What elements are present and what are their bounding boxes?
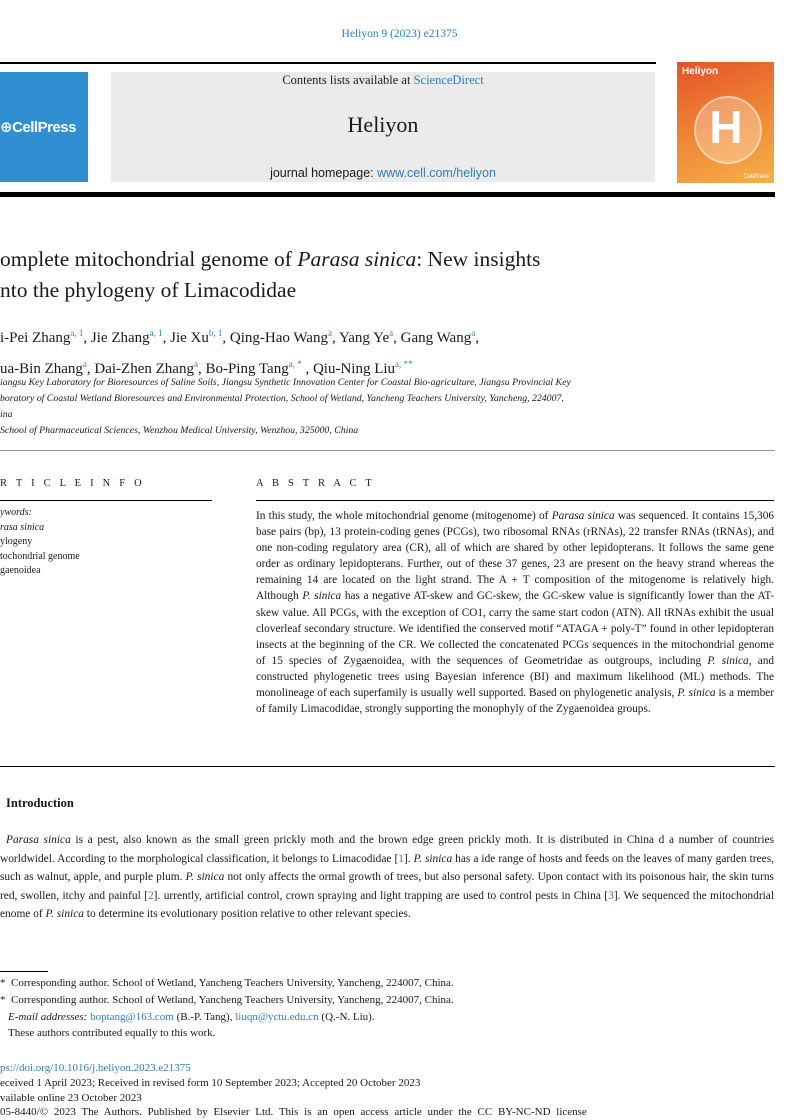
contents-line: Contents lists available at ScienceDirect	[282, 73, 484, 87]
author-separator: ,	[301, 361, 313, 377]
author-name[interactable]: i-Pei Zhang	[0, 330, 71, 346]
author-name[interactable]: Dai-Zhen Zhang	[94, 361, 194, 377]
author-separator: ,	[222, 330, 230, 346]
online-date: vailable online 23 October 2023	[0, 1092, 142, 1104]
author-name[interactable]: Yang Ye	[338, 330, 390, 346]
author-affiliation-marker[interactable]: a	[389, 328, 394, 338]
author-name[interactable]: Bo-Ping Tang	[205, 361, 289, 377]
cover-publisher: CellPress	[743, 174, 769, 180]
keywords-label: ywords:	[0, 507, 32, 518]
header-bottom-rule	[0, 192, 775, 197]
author-affiliation-marker[interactable]: a, 1	[70, 328, 84, 338]
keyword-item: rasa sinica	[0, 521, 45, 533]
author-name[interactable]: ua-Bin Zhang	[0, 361, 83, 377]
footnote-corresponding-1: * Corresponding author. School of Wetland, Yancheng Teachers University, Yancheng, 224007, China.	[0, 977, 454, 989]
cover-title: Heliyon	[682, 66, 719, 77]
footnote-equal-contribution: These authors contributed equally to this work.	[8, 1027, 216, 1039]
homepage-line: journal homepage: www.cell.com/heliyon	[270, 166, 496, 180]
abstract-heading: A B S T R A C T	[256, 478, 375, 489]
author-line-1	[0, 320, 790, 351]
introduction-text: Parasa sinica is a pest, also known as the small green prickly moth and the brown edge green prickly moth. It is distributed in China d a number of countries worldwidel. According to the morphological classification, it belongs to Limacodidae [1]. P. sinica has a ide range of hosts and feeds on the leaves of many garden trees, such as walnut, apple, and purple plum. P. sinica not only affects the ormal growth of trees, but also personal safety. Upon contact with its poisonous hair, the skin turns red, swollen, itchy and painful [2]. urrently, artificial control, crown spraying and light trapping are used to control pests in China [3]. We sequenced the mitochondrial enome of P. sinica to determine its evolutionary position relative to other relevant species.	[0, 834, 774, 921]
author-name[interactable]: Jie Xu	[170, 330, 209, 346]
keyword-item: gaenoidea	[0, 565, 41, 576]
author-list	[0, 320, 790, 382]
cover-h-logo: H	[709, 101, 743, 153]
footnote-emails: E-mail addresses: boptang@163.com (B.-P. Tang), liuqn@yctu.edu.cn (Q.-N. Liu).	[8, 1011, 375, 1023]
author-name[interactable]: Qiu-Ning Liu	[312, 361, 396, 377]
homepage-link[interactable]: www.cell.com/heliyon	[377, 166, 496, 180]
ref-link[interactable]: 1	[398, 852, 404, 865]
info-top-rule	[0, 450, 775, 451]
affiliation-a-line-1: iangsu Key Laboratory for Bioresources of Saline Soils, Jiangsu Synthetic Innovation Center for Coastal Bio-agriculture, Jiangsu Provincial Key	[0, 377, 571, 388]
header-top-rule	[0, 62, 656, 64]
affiliations	[0, 375, 790, 439]
author-affiliation-marker[interactable]: a	[327, 328, 332, 338]
received-dates: eceived 1 April 2023; Received in revised form 10 September 2023; Accepted 20 October 2023	[0, 1077, 421, 1089]
journal-name: Heliyon	[347, 112, 419, 137]
email-link-liu[interactable]: liuqn@yctu.edu.cn	[235, 1011, 319, 1023]
abstract-rule	[256, 500, 774, 501]
author-affiliation-marker[interactable]: a	[82, 359, 87, 369]
author-separator: ,	[475, 330, 479, 346]
author-name[interactable]: Gang Wang	[400, 330, 472, 346]
keyword-item: tochondrial genome	[0, 550, 80, 562]
doi-link[interactable]: ps://doi.org/10.1016/j.heliyon.2023.e21375	[0, 1062, 191, 1074]
introduction-heading: Introduction	[6, 796, 74, 810]
footnote-rule	[0, 971, 48, 972]
abstract-text: In this study, the whole mitochondrial genome (mitogenome) of Parasa sinica was sequenced. It contains 15,306 base pairs (bp), 13 protein-coding genes (PCGs), two ribosomal RNAs (rRNAs), 22 transfer RNAs (tRNAs), and one non-coding regulatory area (CR), all of which are shared by other lepidopterans. It follows the same gene order as ordinary lepidopterans. Further, out of these 37 genes, 23 are present on the heavy strand whereas the remaining 14 are located on the light strand. The A + T composition of the mitogenome is relatively high. Although P. sinica has a negative AT-skew and GC-skew, the GC-skew value is significantly lower than the AT-skew value. All PCGs, with the exception of CO1, carry the same start codon (ATN). All tRNAs exhibit the usual cloverleaf secondary structure. We identified the conserved motif “ATAGA + poly-T” found in other lepidopteran insects at the beginning of the CR. We collected the concatenated PCGs sequences in the mitochondrial genome of 15 species of Zygaenoidea, with the sequences of Geometridae as outgroups, including P. sinica, and constructed phylogenetic trees using Bayesian inference (BI) and maximum likelihood (ML) methods. The monolineage of each superfamily is usually well supported. Based on phylogenetic analysis, P. sinica is a member of family Limacodidae, strongly supporting the monophyly of the Zygaenoidea groups.	[256, 510, 775, 716]
footnote-corresponding-2: * Corresponding author. School of Wetland, Yancheng Teachers University, Yancheng, 224007, China.	[0, 994, 454, 1006]
article-info-rule	[0, 500, 212, 501]
ref-link[interactable]: 2	[147, 889, 154, 902]
author-separator: ,	[83, 330, 91, 346]
author-affiliation-marker[interactable]: a, **	[395, 359, 413, 369]
author-separator: ,	[162, 330, 171, 346]
author-affiliation-marker[interactable]: a, *	[288, 359, 302, 369]
affiliation-a-line-2: boratory of Coastal Wetland Bioresources and Environmental Protection, School of Wetland, Yancheng Teachers University, Yancheng, 224007,	[0, 393, 564, 404]
cellpress-logo-box[interactable]	[0, 72, 88, 182]
article-title: omplete mitochondrial genome of Parasa sinica: New insights nto the phylogeny of Limacodidae	[0, 247, 541, 302]
author-name[interactable]: Qing-Hao Wang	[229, 330, 328, 346]
cellpress-logo: ⊕CellPress	[0, 119, 76, 136]
journal-citation[interactable]: Heliyon 9 (2023) e21375	[341, 28, 458, 40]
author-separator: ,	[331, 330, 339, 346]
cellpress-mark-icon: ⊕	[0, 119, 13, 136]
article-info-heading: R T I C L E I N F O	[0, 478, 145, 489]
author-affiliation-marker[interactable]: a, 1	[149, 328, 163, 338]
affiliation-b: School of Pharmaceutical Sciences, Wenzhou Medical University, Wenzhou, 325000, China	[0, 425, 359, 436]
keyword-item: ylogeny	[0, 536, 33, 547]
journal-cover-thumbnail[interactable]	[677, 62, 774, 183]
keywords-block	[0, 506, 230, 579]
abstract-bottom-rule	[0, 766, 775, 767]
ref-link[interactable]: 3	[608, 889, 614, 902]
license-line: 05-8440/© 2023 The Authors. Published by Elsevier Ltd. This is an open access article under the CC BY-NC-ND license	[0, 1106, 587, 1118]
author-affiliation-marker[interactable]: b, 1	[208, 328, 223, 338]
author-separator: ,	[86, 361, 95, 377]
sciencedirect-link[interactable]: ScienceDirect	[413, 73, 484, 87]
author-affiliation-marker[interactable]: a	[193, 359, 198, 369]
author-name[interactable]: Jie Zhang	[90, 330, 150, 346]
author-affiliation-marker[interactable]: a	[471, 328, 476, 338]
author-separator: ,	[393, 330, 401, 346]
email-link-tang[interactable]: boptang@163.com	[90, 1011, 174, 1023]
author-separator: ,	[197, 361, 206, 377]
affiliation-a-line-3: ina	[0, 409, 13, 420]
